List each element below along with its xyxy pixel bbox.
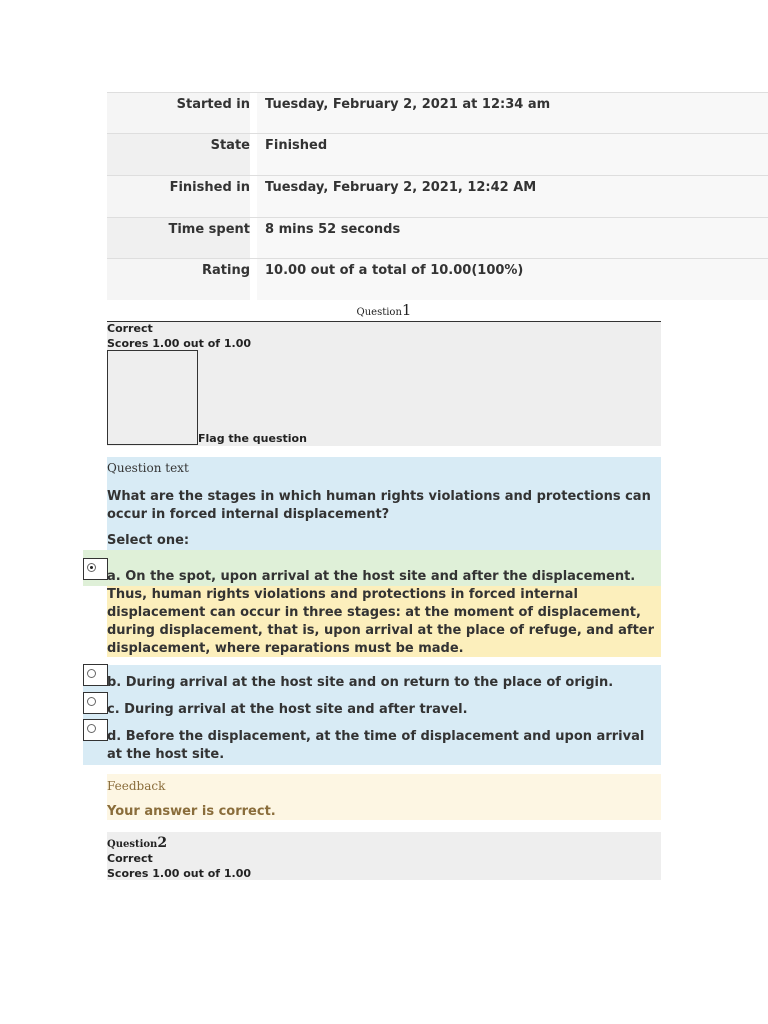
question-1-title [107, 301, 661, 322]
summary-row-started [107, 92, 768, 134]
option-d-radio[interactable] [83, 719, 108, 741]
time-spent-value: 8 mins 52 seconds [257, 218, 768, 259]
option-a-radio[interactable] [83, 558, 108, 580]
question-2-title-word: Question [107, 839, 158, 850]
feedback-message: Your answer is correct. [107, 804, 276, 819]
state-label: State [107, 134, 250, 175]
answer-explanation: Thus, human rights violations and protections in forced internal displacement can occur in three stages: at the moment of displacement, during displacement, that is, upon arrival at the place of refuge, and after displacement, where reparations must be made. [107, 586, 661, 657]
summary-row-state [107, 133, 768, 175]
question-2-title [107, 835, 167, 851]
finished-value: Tuesday, February 2, 2021, 12:42 AM [257, 176, 768, 217]
question-1-text-panel [107, 457, 661, 550]
flag-checkbox[interactable] [107, 350, 198, 445]
option-b-radio[interactable] [83, 664, 108, 686]
rating-label: Rating [107, 259, 250, 300]
flag-question-link[interactable]: Flag the question [198, 432, 307, 445]
finished-label: Finished in [107, 176, 250, 217]
feedback-panel [107, 774, 661, 820]
question-1-info [107, 322, 661, 446]
question-prompt: What are the stages in which human rights violations and protections can occur in forced internal displacement? [107, 489, 651, 522]
option-b-label[interactable]: b. During arrival at the host site and on return to the place of origin. [107, 675, 614, 690]
state-value: Finished [257, 134, 768, 175]
radio-unchecked-icon [87, 669, 96, 678]
question-1-status: Correct [107, 322, 153, 335]
radio-unchecked-icon [87, 697, 96, 706]
radio-unchecked-icon [87, 724, 96, 733]
feedback-heading: Feedback [107, 779, 166, 793]
summary-row-finished [107, 175, 768, 217]
question-2-info [107, 832, 661, 880]
option-c-radio[interactable] [83, 692, 108, 714]
option-d-label[interactable]: d. Before the displacement, at the time of displacement and upon arrival at the host site. [107, 729, 645, 762]
option-c-label[interactable]: c. During arrival at the host site and after travel. [107, 702, 468, 717]
question-1-title-word: Question [356, 307, 402, 318]
option-a-label[interactable]: a. On the spot, upon arrival at the host site and after the displacement. [107, 569, 636, 584]
question-2-score: Scores 1.00 out of 1.00 [107, 867, 252, 880]
time-spent-label: Time spent [107, 218, 250, 259]
question-2-status: Correct [107, 852, 153, 865]
question-1-score: Scores 1.00 out of 1.00 [107, 337, 252, 350]
started-value: Tuesday, February 2, 2021 at 12:34 am [257, 93, 768, 134]
select-one-label: Select one: [107, 533, 190, 548]
summary-row-rating [107, 258, 768, 300]
summary-row-time-spent [107, 217, 768, 259]
started-label: Started in [107, 93, 250, 134]
question-1-number: 1 [401, 301, 412, 319]
radio-checked-icon [87, 563, 96, 572]
rating-value: 10.00 out of a total of 10.00(100%) [257, 259, 768, 300]
question-text-heading: Question text [107, 461, 189, 475]
question-2-number: 2 [157, 835, 168, 851]
